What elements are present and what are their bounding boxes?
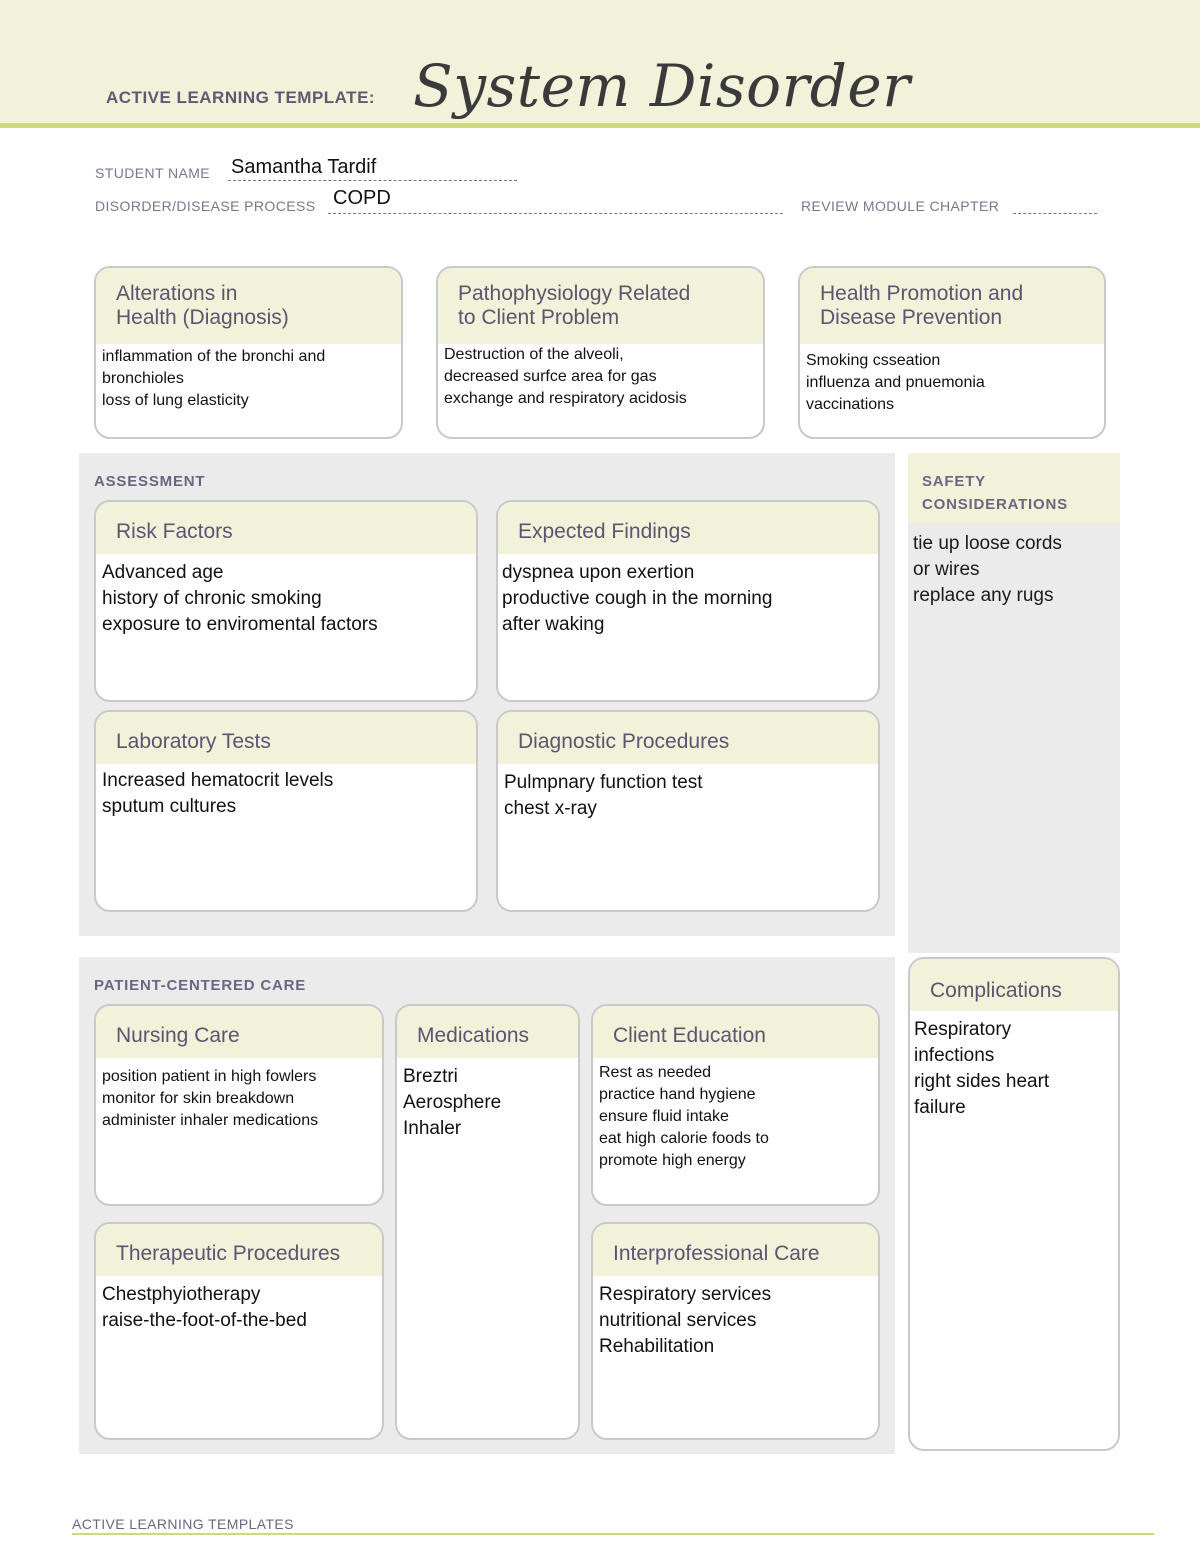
- nursing-care-title: Nursing Care: [96, 1006, 382, 1058]
- alterations-card: [94, 266, 403, 439]
- laboratory-tests-body[interactable]: Increased hematocrit levels sputum cultures: [102, 770, 334, 817]
- chapter-field[interactable]: [1013, 193, 1097, 214]
- therapeutic-procedures-card: [94, 1222, 384, 1440]
- footer-divider: [72, 1533, 1154, 1535]
- nursing-care-body[interactable]: position patient in high fowlers monitor for skin breakdown administer inhaler medications: [102, 1068, 319, 1129]
- expected-findings-title: Expected Findings: [498, 502, 878, 554]
- safety-title: SAFETY CONSIDERATIONS: [908, 453, 1120, 523]
- footer-label: ACTIVE LEARNING TEMPLATES: [72, 1516, 294, 1532]
- pathophysiology-body[interactable]: Destruction of the alveoli, decreased surfce area for gas exchange and respiratory acidosis: [444, 346, 687, 407]
- risk-factors-card: [94, 500, 478, 702]
- student-name-value: Samantha Tardif: [231, 156, 377, 178]
- student-name-label: STUDENT NAME: [95, 165, 210, 181]
- disorder-value: COPD: [333, 187, 391, 209]
- assessment-title: ASSESSMENT: [94, 473, 206, 490]
- medications-body[interactable]: Breztri Aerosphere Inhaler: [403, 1066, 502, 1139]
- diagnostic-procedures-body[interactable]: Pulmpnary function test chest x-ray: [504, 772, 703, 819]
- complications-body[interactable]: Respiratory infections right sides heart failure: [914, 1019, 1050, 1118]
- pathophysiology-card: [436, 266, 765, 439]
- expected-findings-card: [496, 500, 880, 702]
- health-promotion-title: Health Promotion and Disease Prevention: [800, 268, 1104, 344]
- complications-title: Complications: [910, 959, 1118, 1011]
- diagnostic-procedures-title: Diagnostic Procedures: [498, 712, 878, 764]
- safety-section: [908, 453, 1120, 953]
- alterations-title: Alterations in Health (Diagnosis): [96, 268, 401, 344]
- risk-factors-title: Risk Factors: [96, 502, 476, 554]
- complications-card: [908, 957, 1120, 1451]
- laboratory-tests-title: Laboratory Tests: [96, 712, 476, 764]
- health-promotion-card: [798, 266, 1106, 439]
- nursing-care-card: [94, 1004, 384, 1206]
- interprofessional-care-card: [591, 1222, 880, 1440]
- pathophysiology-title: Pathophysiology Related to Client Problem: [438, 268, 763, 344]
- interprofessional-care-body[interactable]: Respiratory services nutritional services Rehabilitation: [599, 1284, 772, 1357]
- template-label: ACTIVE LEARNING TEMPLATE:: [106, 88, 376, 107]
- interprofessional-care-title: Interprofessional Care: [593, 1224, 878, 1276]
- alterations-body[interactable]: inflammation of the bronchi and bronchioles loss of lung elasticity: [102, 348, 326, 409]
- client-education-title: Client Education: [593, 1006, 878, 1058]
- safety-body[interactable]: tie up loose cords or wires replace any rugs: [913, 533, 1062, 606]
- diagnostic-procedures-card: [496, 710, 880, 912]
- medications-title: Medications: [397, 1006, 578, 1058]
- medications-card: [395, 1004, 580, 1440]
- disorder-field[interactable]: [328, 193, 783, 214]
- chapter-label: REVIEW MODULE CHAPTER: [801, 198, 1000, 214]
- therapeutic-procedures-body[interactable]: Chestphyiotherapy raise-the-foot-of-the-bed: [102, 1284, 307, 1331]
- page-title: System Disorder: [413, 52, 911, 120]
- health-promotion-body[interactable]: Smoking csseation influenza and pnuemonia vaccinations: [806, 352, 985, 413]
- disorder-label: DISORDER/DISEASE PROCESS: [95, 198, 316, 214]
- expected-findings-body[interactable]: dyspnea upon exertion productive cough in the morning after waking: [502, 562, 773, 635]
- risk-factors-body[interactable]: Advanced age history of chronic smoking exposure to enviromental factors: [102, 562, 378, 635]
- client-education-body[interactable]: Rest as needed practice hand hygiene ensure fluid intake eat high calorie foods to promote high energy: [599, 1064, 769, 1169]
- laboratory-tests-card: [94, 710, 478, 912]
- client-education-card: [591, 1004, 880, 1206]
- therapeutic-procedures-title: Therapeutic Procedures: [96, 1224, 382, 1276]
- patient-care-title: PATIENT-CENTERED CARE: [94, 977, 307, 994]
